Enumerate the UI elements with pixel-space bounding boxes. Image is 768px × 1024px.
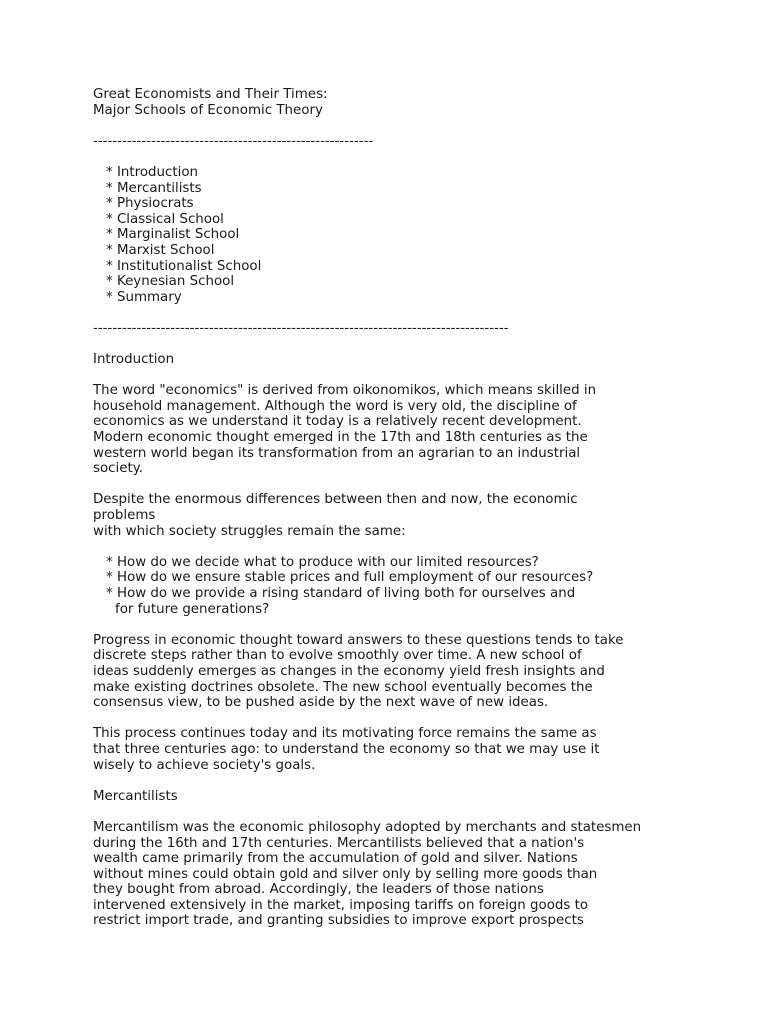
question-item-continuation: for future generations? — [115, 601, 270, 617]
spacer — [93, 539, 693, 555]
question-item: * How do we ensure stable prices and full employment of our resources? — [106, 570, 594, 586]
section-introduction — [93, 352, 693, 773]
paragraph-line: restrict import trade, and granting subsidies to improve export prospects — [93, 913, 584, 929]
divider: -------------------------------------------------------------------------------------- — [93, 320, 509, 336]
section-heading: Mercantilists — [93, 788, 178, 804]
paragraph-line: they bought from abroad. Accordingly, the leaders of those nations — [93, 882, 544, 898]
paragraph-line: problems — [93, 508, 156, 524]
spacer — [93, 773, 693, 789]
paragraph-line: Modern economic thought emerged in the 17th and 18th centuries as the — [93, 430, 588, 446]
subtitle-line: Major Schools of Economic Theory — [93, 102, 323, 118]
paragraph-line: wisely to achieve society's goals. — [93, 757, 316, 773]
paragraph-line: that three centuries ago: to understand the economy so that we may use it — [93, 741, 600, 757]
spacer — [93, 337, 693, 353]
paragraph-line: economics as we understand it today is a relatively recent development. — [93, 414, 582, 430]
toc-item-institutionalist-school: * Institutionalist School — [106, 258, 262, 274]
question-list — [93, 555, 693, 617]
spacer — [93, 118, 693, 134]
spacer — [93, 305, 693, 321]
spacer — [93, 711, 693, 727]
paragraph-line: without mines could obtain gold and silver only by selling more goods than — [93, 866, 598, 882]
section-mercantilists — [93, 789, 693, 929]
spacer — [93, 617, 693, 633]
paragraph-line: This process continues today and its motivating force remains the same as — [93, 726, 597, 742]
toc-item-mercantilists: * Mercantilists — [106, 180, 202, 196]
paragraph — [93, 820, 693, 929]
question-item: * How do we provide a rising standard of living both for ourselves and — [106, 586, 576, 601]
paragraph — [93, 383, 693, 477]
paragraph-line: The word "economics" is derived from oikonomikos, which means skilled in — [93, 383, 597, 399]
spacer — [93, 368, 693, 384]
paragraph-line: with which society struggles remain the same: — [93, 523, 406, 539]
toc-item-marginalist-school: * Marginalist School — [106, 227, 240, 243]
toc-item-classical-school: * Classical School — [106, 211, 224, 227]
paragraph-line: intervened extensively in the market, imposing tariffs on foreign goods to — [93, 897, 589, 913]
paragraph-line: wealth came primarily from the accumulation of gold and silver. Nations — [93, 851, 578, 867]
paragraph-line: make existing doctrines obsolete. The new school eventually becomes the — [93, 679, 593, 695]
spacer — [93, 477, 693, 493]
divider: ---------------------------------------------------------- — [93, 133, 374, 149]
toc-item-physiocrats: * Physiocrats — [106, 196, 194, 212]
toc-item-introduction: * Introduction — [106, 164, 199, 180]
toc-item-keynesian-school: * Keynesian School — [106, 274, 235, 290]
paragraph-line: Despite the enormous differences between then and now, the economic — [93, 492, 578, 508]
toc-item-marxist-school: * Marxist School — [106, 242, 215, 258]
table-of-contents — [93, 165, 693, 305]
question-item: * How do we decide what to produce with our limited resources? — [106, 554, 539, 570]
paragraph — [93, 633, 693, 711]
paragraph-line: household management. Although the word is very old, the discipline of — [93, 398, 577, 414]
toc-item-summary: * Summary — [106, 289, 182, 305]
paragraph-line: society. — [93, 461, 144, 477]
paragraph-line: during the 16th and 17th centuries. Mercantilists believed that a nation's — [93, 835, 585, 851]
paragraph-line: Mercantilism was the economic philosophy adopted by merchants and statesmen — [93, 819, 642, 835]
document-title — [93, 87, 693, 118]
paragraph-line: consensus view, to be pushed aside by the next wave of new ideas. — [93, 695, 549, 711]
section-heading: Introduction — [93, 352, 175, 368]
spacer — [93, 149, 693, 165]
paragraph-line: ideas suddenly emerges as changes in the economy yield fresh insights and — [93, 663, 605, 679]
paragraph-line: discrete steps rather than to evolve smoothly over time. A new school of — [93, 648, 582, 664]
paragraph — [93, 726, 693, 773]
paragraph — [93, 492, 693, 539]
title-line: Great Economists and Their Times: — [93, 87, 328, 102]
spacer — [93, 804, 693, 820]
document-page — [93, 87, 693, 929]
paragraph-line: western world began its transformation from an agrarian to an industrial — [93, 445, 581, 461]
paragraph-line: Progress in economic thought toward answers to these questions tends to take — [93, 632, 624, 648]
